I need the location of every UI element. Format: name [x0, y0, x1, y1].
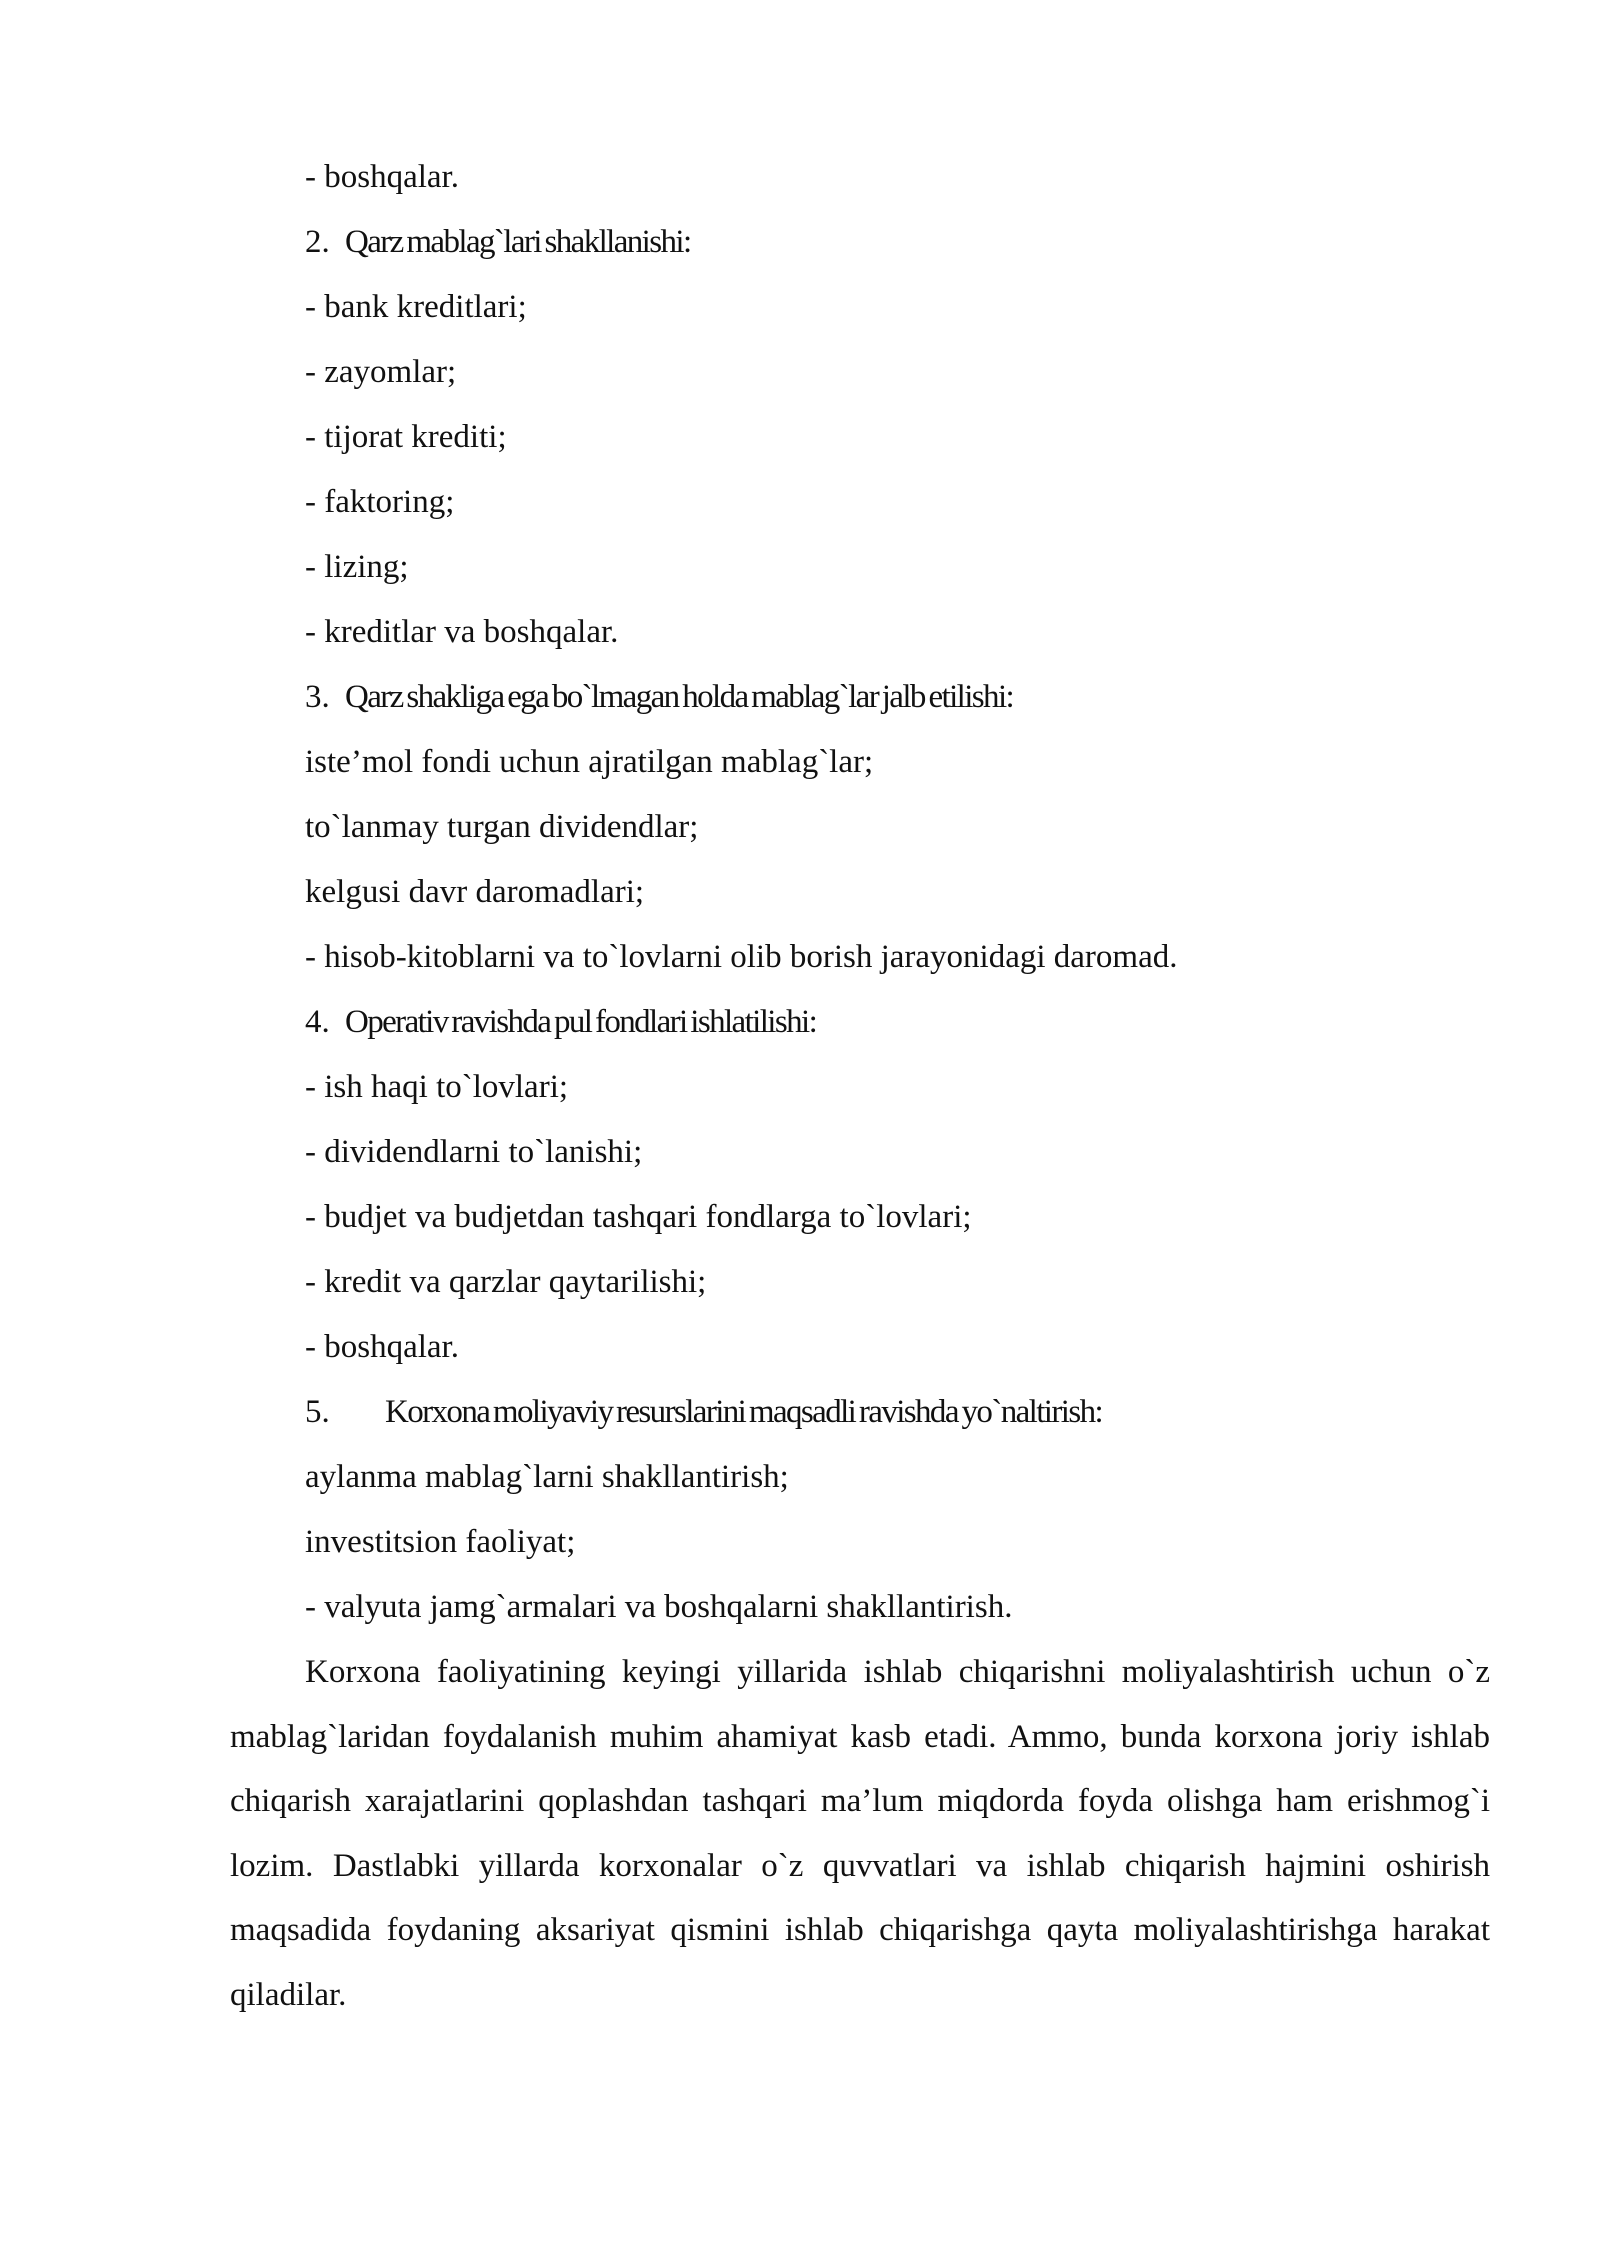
list-item: - budjet va budjetdan tashqari fondlarga to`lovlari; — [305, 1199, 972, 1235]
section-heading-2 — [305, 222, 691, 262]
section-heading-3 — [305, 677, 1013, 717]
list-item: - boshqalar. — [305, 159, 459, 195]
heading-text: Qarz mablag`lari shakllanishi: — [345, 224, 691, 260]
list-item: aylanma mablag`larni shakllantirish; — [305, 1459, 789, 1495]
list-item: to`lanmay turgan dividendlar; — [305, 809, 699, 845]
heading-number: 5. — [305, 1394, 330, 1430]
list-item: - bank kreditlari; — [305, 289, 527, 325]
heading-text: Qarz shakliga ega bo`lmagan holda mablag`lar jalb etilishi: — [345, 679, 1014, 715]
list-item: - faktoring; — [305, 484, 455, 520]
list-item: investitsion faoliyat; — [305, 1524, 576, 1560]
list-item: - hisob-kitoblarni va to`lovlarni olib borish jarayonidagi daromad. — [305, 939, 1178, 975]
list-item: - ish haqi to`lovlari; — [305, 1069, 569, 1105]
heading-number: 2. — [305, 224, 330, 260]
list-item: - kredit va qarzlar qaytarilishi; — [305, 1264, 707, 1300]
heading-number: 4. — [305, 1004, 330, 1040]
list-item: - kreditlar va boshqalar. — [305, 614, 619, 650]
heading-text: Operativ ravishda pul fondlari ishlatilishi: — [345, 1004, 817, 1040]
list-item: - boshqalar. — [305, 1329, 459, 1365]
list-item: - dividendlarni to`lanishi; — [305, 1134, 643, 1170]
section-heading-5 — [305, 1392, 1102, 1432]
heading-text: Korxona moliyaviy resurslarini maqsadli ravishda yo`naltirish: — [385, 1394, 1103, 1430]
list-item: kelgusi davr daromadlari; — [305, 874, 645, 910]
list-item: - lizing; — [305, 549, 409, 585]
list-item: iste’mol fondi uchun ajratilgan mablag`lar; — [305, 744, 874, 780]
heading-number: 3. — [305, 679, 330, 715]
list-item: - tijorat krediti; — [305, 419, 507, 455]
list-item: - zayomlar; — [305, 354, 457, 390]
section-heading-4 — [305, 1002, 816, 1042]
body-paragraph: Korxona faoliyatining keyingi yillarida ishlab chiqarishni moliyalashtirish uchun o`z mablag`laridan foydalanish muhim ahamiyat kasb etadi. Ammo, bunda korxona joriy ishlab chiqarish xarajatlarini qoplashdan tashqari ma’lum miqdorda foyda olishga ham erishmog`i lozim. Dastlabki yillarda korxonalar o`z quvvatlari va ishlab chiqarish hajmini oshirish maqsadida foydaning aksariyat qismini ishlab chiqarishga qayta moliyalashtirishga harakat qiladilar. — [230, 1654, 1490, 2013]
list-item: - valyuta jamg`armalari va boshqalarni shakllantirish. — [305, 1589, 1013, 1625]
